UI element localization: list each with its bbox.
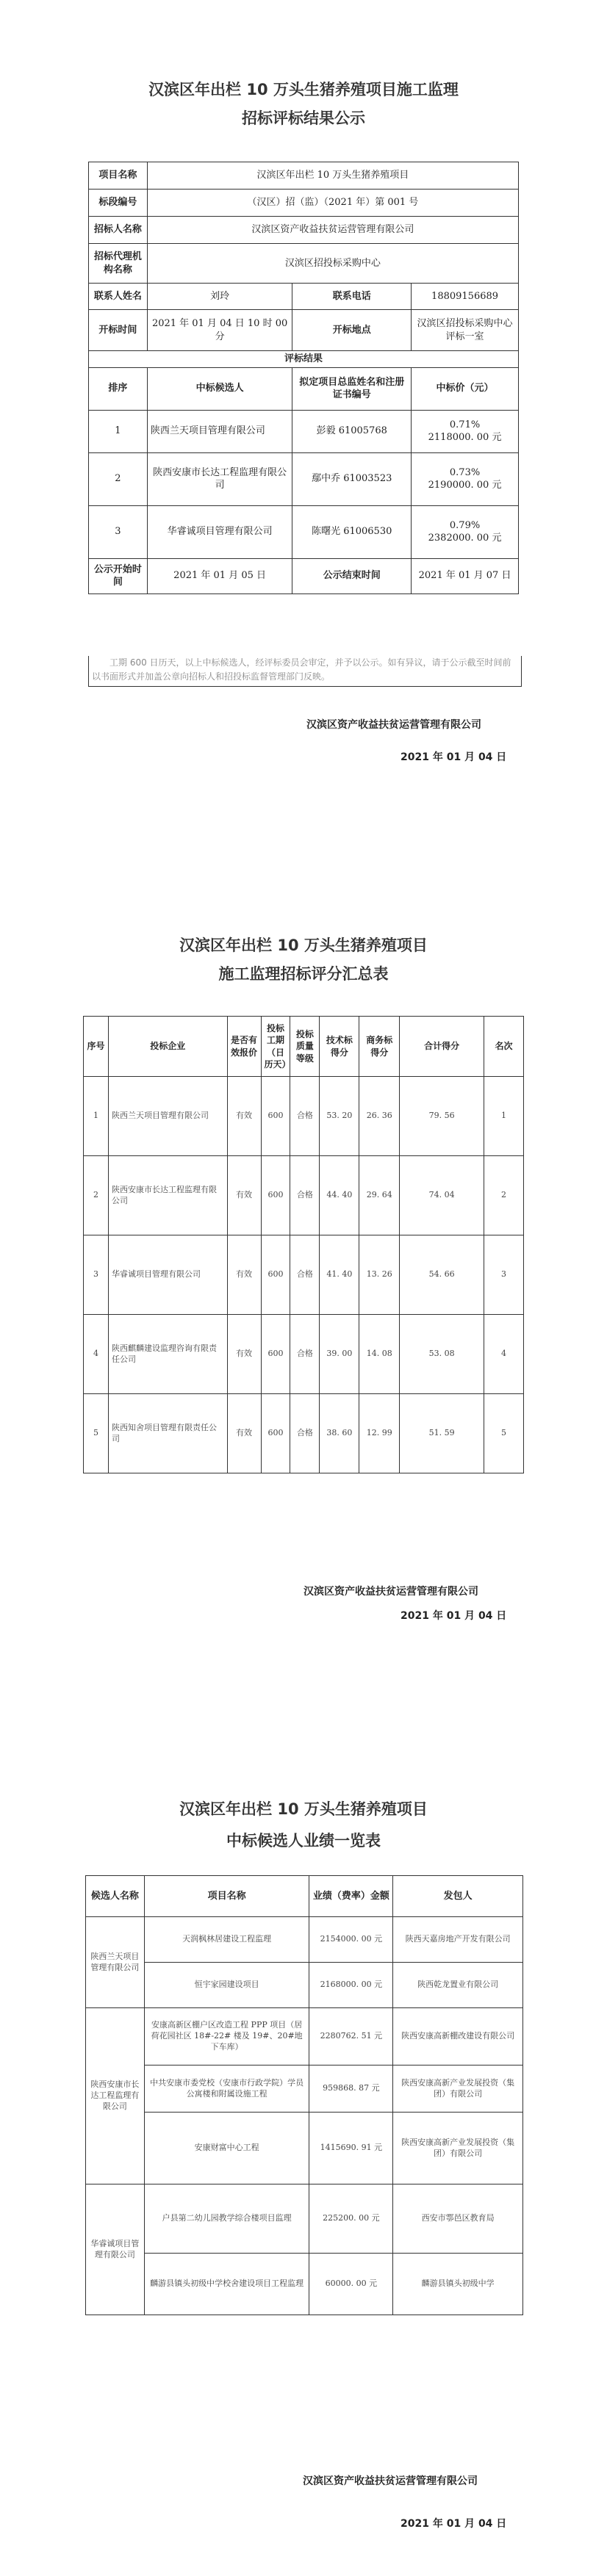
table-row xyxy=(84,1315,524,1394)
total-cell: 53. 08 xyxy=(400,1315,484,1394)
section-performance xyxy=(0,1763,607,2571)
quality-cell: 合格 xyxy=(290,1156,320,1235)
biz-cell: 14. 08 xyxy=(359,1315,400,1394)
agency-value: 汉滨区招投标采购中心 xyxy=(147,244,518,284)
company-cell: 华睿诚项目管理有限公司 xyxy=(108,1235,227,1315)
table-row xyxy=(84,1235,524,1315)
table-row xyxy=(86,2113,523,2184)
valid-cell: 有效 xyxy=(227,1394,261,1473)
rank-cell: 5 xyxy=(484,1394,524,1473)
pub-start-value: 2021 年 01 月 05 日 xyxy=(147,558,292,594)
project-cell: 天润枫林居建设工程监理 xyxy=(144,1917,309,1963)
fee-cell: 959868. 87 元 xyxy=(309,2066,393,2113)
client-cell: 陕西天嘉房地产开发有限公司 xyxy=(393,1917,523,1963)
client-cell: 陕西安康高新产业发展投资（集团）有限公司 xyxy=(393,2113,523,2184)
biz-cell: 29. 64 xyxy=(359,1156,400,1235)
director-cell: 鄢中乔 61003523 xyxy=(292,452,412,505)
valid-cell: 有效 xyxy=(227,1315,261,1394)
project-cell: 安康高新区棚户区改造工程 PPP 项目（居荷花园社区 18#-22# 楼及 19#、20#地下车库） xyxy=(144,2008,309,2066)
total-cell: 51. 59 xyxy=(400,1394,484,1473)
open-place-label: 开标地点 xyxy=(292,310,412,351)
table-row xyxy=(86,2184,523,2254)
contact-label: 联系人姓名 xyxy=(89,284,148,310)
tech-cell: 39. 00 xyxy=(320,1315,359,1394)
period-cell: 600 xyxy=(261,1235,290,1315)
price-cell: 0.79% 2382000. 00 元 xyxy=(412,505,519,558)
period-cell: 600 xyxy=(261,1394,290,1473)
candidate-cell: 陕西安康市长达工程监理有限公司 xyxy=(86,2008,145,2184)
no-cell: 4 xyxy=(84,1315,109,1394)
client-cell: 陕西安康高新棚改建设有限公司 xyxy=(393,2008,523,2066)
tech-cell: 38. 60 xyxy=(320,1394,359,1473)
biz-cell: 13. 26 xyxy=(359,1235,400,1315)
agency-label: 招标代理机构名称 xyxy=(89,244,148,284)
fee-cell: 2168000. 00 元 xyxy=(309,1963,393,2008)
table-row xyxy=(86,2066,523,2113)
total-header: 合计得分 xyxy=(400,1017,484,1077)
table-row xyxy=(86,2008,523,2066)
rank-cell: 2 xyxy=(484,1156,524,1235)
project-cell: 恒宇家园建设项目 xyxy=(144,1963,309,2008)
date-2: 2021 年 01 月 04 日 xyxy=(401,1610,507,1622)
bid-no-label: 标段编号 xyxy=(89,190,148,217)
bid-result-title: 汉滨区年出栏 10 万头生猪养殖项目施工监理 xyxy=(148,81,459,98)
score-summary-table xyxy=(83,1016,524,1473)
tenderer-label: 招标人名称 xyxy=(89,217,148,244)
company-cell: 陕西知舍项目管理有限责任公司 xyxy=(108,1394,227,1473)
score-summary-subtitle: 施工监理招标评分汇总表 xyxy=(218,965,389,983)
company-cell: 陕西安康市长达工程监理有限公司 xyxy=(108,1156,227,1235)
phone-label: 联系电话 xyxy=(292,284,412,310)
candidate-cell: 华睿诚项目管理有限公司 xyxy=(86,2184,145,2315)
tech-cell: 41. 40 xyxy=(320,1235,359,1315)
open-time-value: 2021 年 01 月 04 日 10 时 00 分 xyxy=(147,310,292,351)
candidate-header: 候选人名称 xyxy=(86,1876,145,1917)
total-cell: 54. 66 xyxy=(400,1235,484,1315)
fee-cell: 60000. 00 元 xyxy=(309,2254,393,2315)
date-1: 2021 年 01 月 04 日 xyxy=(401,751,507,763)
biz-header: 商务标得分 xyxy=(359,1017,400,1077)
total-cell: 74. 04 xyxy=(400,1156,484,1235)
signature-1: 汉滨区资产收益扶贫运营管理有限公司 xyxy=(306,719,481,731)
section-bid-result xyxy=(0,0,607,779)
fee-header: 业绩（费率）金额 xyxy=(309,1876,393,1917)
score-summary-title: 汉滨区年出栏 10 万头生猪养殖项目 xyxy=(179,937,428,954)
open-time-label: 开标时间 xyxy=(89,310,148,351)
open-place-value: 汉滨区招投标采购中心评标一室 xyxy=(412,310,519,351)
period-cell: 600 xyxy=(261,1077,290,1156)
biz-cell: 12. 99 xyxy=(359,1394,400,1473)
table-row xyxy=(84,1394,524,1473)
quality-cell: 合格 xyxy=(290,1315,320,1394)
company-cell: 陕西兰天项目管理有限公司 xyxy=(108,1077,227,1156)
client-cell: 西安市鄠邑区教育局 xyxy=(393,2184,523,2254)
performance-title: 汉滨区年出栏 10 万头生猪养殖项目 xyxy=(179,1800,428,1818)
valid-cell: 有效 xyxy=(227,1235,261,1315)
rank-cell: 3 xyxy=(89,505,148,558)
candidate-cell: 华睿诚项目管理有限公司 xyxy=(147,505,292,558)
table-row xyxy=(89,410,519,452)
bid-result-table xyxy=(88,162,519,594)
phone-value: 18809156689 xyxy=(412,284,519,310)
period-cell: 600 xyxy=(261,1315,290,1394)
client-cell: 麟游县镇头初级中学 xyxy=(393,2254,523,2315)
table-row xyxy=(86,1963,523,2008)
table-row xyxy=(89,452,519,505)
pub-end-value: 2021 年 01 月 07 日 xyxy=(412,558,519,594)
table-row xyxy=(86,2254,523,2315)
no-cell: 1 xyxy=(84,1077,109,1156)
client-header: 发包人 xyxy=(393,1876,523,1917)
quality-cell: 合格 xyxy=(290,1235,320,1315)
quality-cell: 合格 xyxy=(290,1077,320,1156)
table-row xyxy=(84,1156,524,1235)
tech-cell: 53. 20 xyxy=(320,1077,359,1156)
candidate-cell: 陕西安康市长达工程监理有限公司 xyxy=(147,452,292,505)
price-cell: 0.73% 2190000. 00 元 xyxy=(412,452,519,505)
bid-note: 工期 600 日历天，以上中标候选人，经评标委员会审定，并予以公示。如有异议，请于公示截至时间前以书面形式并加盖公章向招标人和招投标监督管理部门反映。 xyxy=(88,656,522,687)
total-cell: 79. 56 xyxy=(400,1077,484,1156)
rank-cell: 3 xyxy=(484,1235,524,1315)
tenderer-value: 汉滨区资产收益扶贫运营管理有限公司 xyxy=(147,217,518,244)
project-header: 项目名称 xyxy=(144,1876,309,1917)
director-cell: 彭毅 61005768 xyxy=(292,410,412,452)
company-header: 投标企业 xyxy=(108,1017,227,1077)
project-cell: 安康财富中心工程 xyxy=(144,2113,309,2184)
rank-header: 排序 xyxy=(89,367,148,410)
fee-cell: 2280762. 51 元 xyxy=(309,2008,393,2066)
fee-cell: 225200. 00 元 xyxy=(309,2184,393,2254)
bid-no-value: （汉区）招（监）（2021 年）第 001 号 xyxy=(147,190,518,217)
rank-cell: 2 xyxy=(89,452,148,505)
client-cell: 陕西安康高新产业发展投资（集团）有限公司 xyxy=(393,2066,523,2113)
project-name-label: 项目名称 xyxy=(89,162,148,190)
valid-cell: 有效 xyxy=(227,1077,261,1156)
period-header: 投标工期（日历天） xyxy=(261,1017,290,1077)
bid-result-subtitle: 招标评标结果公示 xyxy=(242,109,365,127)
project-cell: 户县第二幼儿园教学综合楼项目监理 xyxy=(144,2184,309,2254)
quality-header: 投标质量等级 xyxy=(290,1017,320,1077)
price-header: 中标价（元） xyxy=(412,367,519,410)
performance-table xyxy=(85,1875,523,2315)
period-cell: 600 xyxy=(261,1156,290,1235)
contact-value: 刘玲 xyxy=(147,284,292,310)
candidate-header: 中标候选人 xyxy=(147,367,292,410)
candidate-cell: 陕西兰天项目管理有限公司 xyxy=(86,1917,145,2008)
project-name-value: 汉滨区年出栏 10 万头生猪养殖项目 xyxy=(147,162,518,190)
table-row xyxy=(89,505,519,558)
no-header: 序号 xyxy=(84,1017,109,1077)
fee-cell: 2154000. 00 元 xyxy=(309,1917,393,1963)
tech-header: 技术标得分 xyxy=(320,1017,359,1077)
no-cell: 3 xyxy=(84,1235,109,1315)
rank-cell: 1 xyxy=(89,410,148,452)
director-header: 拟定项目总监姓名和注册证书编号 xyxy=(292,367,412,410)
pub-start-label: 公示开始时间 xyxy=(89,558,148,594)
valid-cell: 有效 xyxy=(227,1156,261,1235)
date-3: 2021 年 01 月 04 日 xyxy=(401,2518,507,2530)
no-cell: 5 xyxy=(84,1394,109,1473)
rank-cell: 1 xyxy=(484,1077,524,1156)
project-cell: 麟游县镇头初级中学校舍建设项目工程监理 xyxy=(144,2254,309,2315)
quality-cell: 合格 xyxy=(290,1394,320,1473)
signature-2: 汉滨区资产收益扶贫运营管理有限公司 xyxy=(304,1586,478,1598)
result-label: 评标结果 xyxy=(89,351,519,368)
performance-subtitle: 中标候选人业绩一览表 xyxy=(226,1832,381,1850)
tech-cell: 44. 40 xyxy=(320,1156,359,1235)
biz-cell: 26. 36 xyxy=(359,1077,400,1156)
rank-cell: 4 xyxy=(484,1315,524,1394)
fee-cell: 1415690. 91 元 xyxy=(309,2113,393,2184)
client-cell: 陕西乾龙置业有限公司 xyxy=(393,1963,523,2008)
pub-end-label: 公示结束时间 xyxy=(292,558,412,594)
signature-3: 汉滨区资产收益扶贫运营管理有限公司 xyxy=(303,2475,478,2487)
candidate-cell: 陕西兰天项目管理有限公司 xyxy=(147,410,292,452)
table-row xyxy=(86,1917,523,1963)
rank-header: 名次 xyxy=(484,1017,524,1077)
director-cell: 陈曙光 61006530 xyxy=(292,505,412,558)
section-score-summary xyxy=(0,881,607,1622)
project-cell: 中共安康市委党校（安康市行政学院）学员公寓楼和附属设施工程 xyxy=(144,2066,309,2113)
table-row xyxy=(84,1077,524,1156)
company-cell: 陕西麒麟建设监理咨询有限责任公司 xyxy=(108,1315,227,1394)
no-cell: 2 xyxy=(84,1156,109,1235)
valid-header: 是否有效报价 xyxy=(227,1017,261,1077)
price-cell: 0.71% 2118000. 00 元 xyxy=(412,410,519,452)
